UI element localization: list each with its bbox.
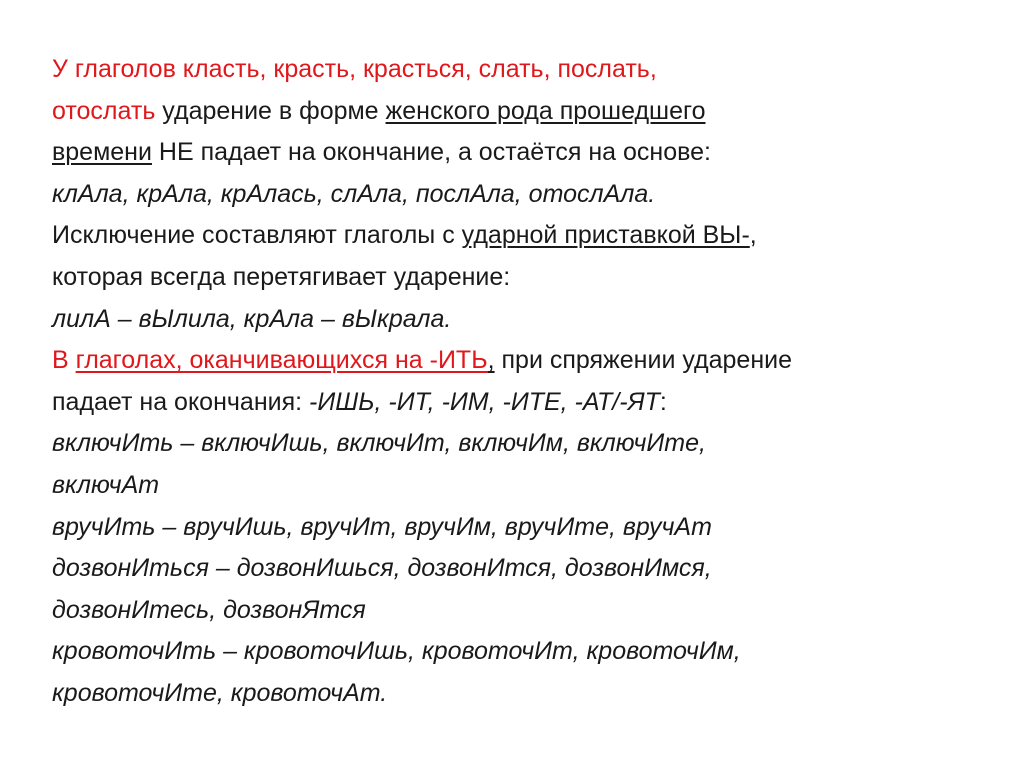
- conjugation-example-line: включАт: [52, 470, 160, 499]
- past-tense-underlined: времени: [52, 138, 152, 167]
- rule2-text: при спряжении ударение: [494, 346, 793, 375]
- conjugation-example-line: включИть – включИшь, включИт, включИм, включИте,: [52, 429, 706, 458]
- conjugation-example-line: кровоточИте, кровоточАт.: [52, 678, 388, 707]
- exception-comma: ,: [749, 221, 757, 250]
- verbs-in-it-underlined: глаголах, оканчивающихся на -ИТЬ: [75, 346, 488, 375]
- exception-line-2: которая всегда перетягивает ударение:: [52, 262, 511, 291]
- verb-otoslat-highlight: отослать: [52, 96, 156, 125]
- rule1-line-1: [52, 49, 992, 91]
- exception-text: Исключение составляют глаголы с: [52, 221, 462, 250]
- verbs-list-highlight: У глаголов класть, красть, красться, слать, послать,: [52, 55, 657, 83]
- rule2-line-2: [52, 382, 992, 424]
- exception-examples: лилА – вЫлила, крАла – вЫкрала.: [52, 304, 452, 333]
- endings-list: -ИШЬ, -ИТ, -ИМ, -ИТЕ, -АТ/-ЯТ: [309, 387, 660, 416]
- rule2-colon: :: [659, 387, 667, 416]
- rule1-text-continued: НЕ падает на окончание, а остаётся на основе:: [151, 138, 711, 167]
- exception-line-1: [52, 215, 992, 257]
- rule2-line-1: [52, 340, 992, 382]
- stressed-prefix-vy-underlined: ударной приставкой ВЫ-: [461, 221, 750, 250]
- rule1-text: ударение в форме: [155, 96, 386, 125]
- feminine-past-tense-underlined: женского рода прошедшего: [385, 96, 706, 125]
- rule1-line-3: [52, 132, 992, 174]
- conjugation-example-line: кровоточИть – кровоточИшь, кровоточИт, кровоточИм,: [52, 637, 741, 666]
- rule1-line-2: [52, 91, 992, 133]
- rule1-examples: клАла, крАла, крАлась, слАла, послАла, отослАла.: [52, 179, 656, 208]
- rule2-text-continued: падает на окончания:: [52, 387, 310, 416]
- conjugation-example-line: дозвонИтесь, дозвонЯтся: [52, 595, 366, 624]
- rule2-prefix-highlight: В: [52, 346, 76, 375]
- conjugation-example-line: дозвонИться – дозвонИшься, дозвонИтся, дозвонИмся,: [52, 554, 712, 583]
- conjugation-example-line: вручИть – вручИшь, вручИт, вручИм, вручИте, вручАт: [52, 512, 712, 541]
- slide-text-body: [52, 49, 992, 715]
- rule2-comma: ,: [487, 346, 495, 375]
